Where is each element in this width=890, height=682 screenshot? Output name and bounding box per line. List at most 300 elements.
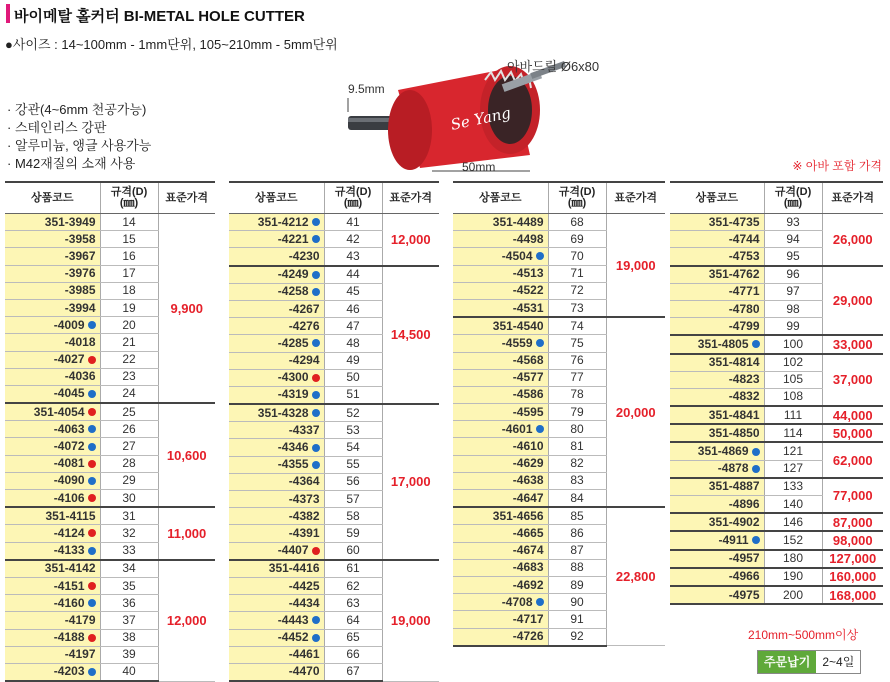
diameter-cell: 37 [100, 612, 158, 629]
feature-item: · 알루미늄, 앵글 사용가능 [7, 138, 152, 153]
product-code-cell [453, 404, 548, 421]
diameter-cell: 114 [764, 424, 822, 442]
product-code: -4629 [512, 456, 544, 471]
product-code-cell [453, 542, 548, 559]
diameter-cell: 61 [324, 560, 382, 578]
product-code: -4708 [501, 594, 533, 609]
diameter-cell: 17 [100, 265, 158, 282]
product-code-cell [5, 368, 100, 385]
red-dot-icon [88, 529, 96, 537]
price-cell: 11,000 [158, 507, 215, 560]
product-code: 351-4805 [697, 336, 749, 351]
table-row [5, 507, 215, 525]
price-cell: 50,000 [822, 424, 883, 442]
column-header-diameter [764, 182, 822, 214]
diameter-header-label: 규격(D) [110, 186, 148, 198]
diameter-cell: 58 [324, 508, 382, 525]
product-code: 351-4762 [708, 267, 760, 282]
price-cell: 19,000 [606, 214, 665, 318]
product-code-cell [670, 231, 764, 248]
diameter-cell: 73 [548, 299, 606, 317]
product-code: -4957 [728, 551, 760, 566]
product-code: -4179 [64, 612, 96, 627]
product-code-cell [229, 404, 324, 422]
product-code-cell [5, 560, 100, 578]
product-code: -4692 [512, 577, 544, 592]
cutting-depth-label: 50mm [462, 160, 496, 174]
product-code: -4124 [53, 525, 85, 540]
product-code-cell [229, 542, 324, 560]
diameter-cell: 19 [100, 299, 158, 316]
diameter-cell: 21 [100, 334, 158, 351]
table-row [453, 214, 665, 231]
product-code: 351-4115 [45, 508, 96, 523]
diameter-cell: 60 [324, 542, 382, 560]
product-code: -4081 [53, 456, 85, 471]
product-code: -4267 [288, 301, 320, 316]
table-row [670, 586, 883, 604]
diameter-cell: 111 [764, 406, 822, 424]
product-code: -3958 [64, 231, 96, 246]
product-code: 351-4735 [708, 214, 760, 229]
blue-dot-icon [312, 339, 320, 347]
price-cell: 168,000 [822, 586, 883, 604]
diameter-cell: 15 [100, 231, 158, 248]
diameter-cell: 25 [100, 403, 158, 421]
product-code-cell [453, 438, 548, 455]
product-code-cell [229, 663, 324, 681]
product-code: -4504 [501, 248, 533, 263]
diameter-cell: 70 [548, 248, 606, 265]
price-cell: 22,800 [606, 507, 665, 646]
blue-dot-icon [312, 616, 320, 624]
diameter-cell: 92 [548, 628, 606, 646]
blue-dot-icon [88, 390, 96, 398]
product-code: -4577 [512, 370, 544, 385]
blue-dot-icon [312, 271, 320, 279]
diameter-cell: 29 [100, 472, 158, 489]
product-code-cell [5, 334, 100, 351]
product-code: -4823 [728, 372, 760, 387]
product-code-cell [5, 612, 100, 629]
product-code: -4911 [718, 532, 749, 547]
diameter-cell: 38 [100, 629, 158, 646]
large-size-note: 210mm~500mm이상 [748, 628, 859, 642]
table-row [670, 531, 883, 549]
product-code: -4966 [728, 569, 760, 584]
diameter-cell: 146 [764, 513, 822, 531]
column-header-code: 상품코드 [453, 182, 548, 214]
product-code-cell [5, 214, 100, 231]
product-code-cell [453, 611, 548, 628]
product-code: -4045 [53, 386, 85, 401]
diameter-cell: 20 [100, 317, 158, 334]
diameter-cell: 98 [764, 300, 822, 317]
diameter-cell: 57 [324, 491, 382, 508]
diameter-cell: 82 [548, 455, 606, 472]
blue-dot-icon [752, 465, 760, 473]
product-code-cell [453, 507, 548, 525]
diameter-cell: 64 [324, 612, 382, 629]
product-code: 351-3949 [44, 214, 96, 229]
diameter-cell: 93 [764, 214, 822, 231]
product-code-cell [453, 525, 548, 542]
product-code: -4531 [512, 300, 544, 315]
price-cell: 160,000 [822, 568, 883, 586]
product-code: -4452 [277, 630, 309, 645]
product-code-cell [453, 455, 548, 472]
diameter-cell: 23 [100, 368, 158, 385]
feature-item: · M42재질의 소재 사용 [7, 156, 136, 171]
product-code: -4300 [277, 370, 309, 385]
product-code-cell [229, 266, 324, 284]
product-code: -4717 [512, 611, 544, 626]
product-code-cell [453, 352, 548, 369]
diameter-cell: 36 [100, 595, 158, 612]
diameter-cell: 105 [764, 371, 822, 388]
product-code-cell [453, 369, 548, 386]
product-code-cell [229, 283, 324, 300]
diameter-cell: 80 [548, 421, 606, 438]
product-code: 351-4540 [492, 318, 544, 333]
table-row [5, 403, 215, 421]
product-code-cell [5, 351, 100, 368]
blue-dot-icon [536, 598, 544, 606]
product-code: -4090 [53, 473, 85, 488]
product-code-cell [453, 628, 548, 646]
diameter-cell: 89 [548, 576, 606, 593]
product-code-cell [670, 335, 764, 353]
product-code: -4188 [53, 630, 85, 645]
diameter-cell: 102 [764, 354, 822, 372]
diameter-cell: 45 [324, 283, 382, 300]
product-code-cell [5, 385, 100, 403]
column-header-diameter [100, 182, 158, 214]
product-code: -4276 [288, 318, 320, 333]
product-code: -4744 [728, 231, 760, 246]
diameter-cell: 42 [324, 231, 382, 248]
product-code-cell [229, 560, 324, 578]
product-code-cell [5, 663, 100, 681]
product-code: 351-4850 [708, 425, 760, 440]
product-code: -4638 [512, 473, 544, 488]
product-code-cell [670, 318, 764, 336]
product-code-cell [229, 386, 324, 404]
product-code: -4221 [277, 231, 309, 246]
product-code-cell [670, 550, 764, 568]
product-code: -4407 [277, 543, 309, 558]
product-code-cell [5, 629, 100, 646]
product-code: 351-4887 [708, 479, 760, 494]
diameter-cell: 27 [100, 438, 158, 455]
blue-dot-icon [88, 547, 96, 555]
product-code-cell [5, 595, 100, 612]
diameter-cell: 85 [548, 507, 606, 525]
size-range-text: ●사이즈 : 14~100mm - 1mm단위, 105~210mm - 5mm단위 [5, 37, 338, 52]
diameter-cell: 200 [764, 586, 822, 604]
table-row [670, 513, 883, 531]
product-code-cell [5, 265, 100, 282]
blue-dot-icon [752, 340, 760, 348]
blue-dot-icon [312, 218, 320, 226]
diameter-cell: 54 [324, 439, 382, 456]
feature-item: · 강관(4~6mm 천공가능) [7, 102, 147, 117]
product-code: -4133 [53, 543, 85, 558]
product-code-cell [229, 335, 324, 352]
product-code-cell [229, 248, 324, 266]
diameter-cell: 33 [100, 542, 158, 560]
product-code-cell [5, 231, 100, 248]
price-cell: 33,000 [822, 335, 883, 353]
product-code: -4559 [501, 335, 533, 350]
arbor-drill-label: 아바드릴 Ø6x80 [507, 59, 600, 74]
product-code: -4319 [277, 387, 309, 402]
diameter-cell: 88 [548, 559, 606, 576]
product-code: -4780 [728, 301, 760, 316]
product-code-cell [670, 388, 764, 406]
diameter-cell: 99 [764, 318, 822, 336]
product-code: -4018 [64, 334, 96, 349]
product-code: -4665 [512, 525, 544, 540]
price-table-3 [453, 181, 665, 647]
product-code: -4009 [53, 317, 85, 332]
diameter-cell: 71 [548, 265, 606, 282]
table-row [229, 404, 439, 422]
feature-list [7, 101, 151, 173]
product-code: -4072 [53, 439, 85, 454]
price-table-2 [229, 181, 439, 682]
table-row [670, 354, 883, 372]
product-code-cell [229, 473, 324, 490]
product-code-cell [453, 421, 548, 438]
product-code: -4878 [717, 461, 749, 476]
column-header-price: 표준가격 [382, 182, 439, 214]
price-cell: 12,000 [158, 560, 215, 681]
diameter-cell: 22 [100, 351, 158, 368]
diameter-cell: 90 [548, 594, 606, 611]
price-cell: 19,000 [382, 560, 439, 681]
product-code-cell [229, 231, 324, 248]
product-code-cell [453, 335, 548, 352]
red-dot-icon [88, 356, 96, 364]
column-header-diameter [324, 182, 382, 214]
table-row [670, 442, 883, 460]
product-code: -4382 [288, 508, 320, 523]
diameter-cell: 68 [548, 214, 606, 231]
product-code: -4443 [277, 612, 309, 627]
table-row [670, 550, 883, 568]
product-code-cell [5, 472, 100, 489]
product-code-cell [229, 646, 324, 663]
product-code: -4470 [288, 664, 320, 679]
blue-dot-icon [88, 477, 96, 485]
product-code-cell [453, 214, 548, 231]
product-code-cell [229, 352, 324, 369]
table-row [670, 568, 883, 586]
product-code-cell [453, 490, 548, 508]
product-code-cell [5, 421, 100, 438]
column-header-price: 표준가격 [822, 182, 883, 214]
product-code: -4337 [288, 422, 320, 437]
title-accent-bar [6, 4, 10, 23]
product-code: 351-4814 [708, 355, 760, 370]
table-row [229, 266, 439, 284]
product-code: 351-4142 [44, 561, 96, 576]
product-code: 351-4328 [257, 405, 309, 420]
diameter-cell: 96 [764, 266, 822, 284]
diameter-cell: 66 [324, 646, 382, 663]
product-code: 351-4656 [492, 508, 544, 523]
price-cell: 29,000 [822, 266, 883, 336]
product-code-cell [229, 422, 324, 439]
diameter-cell: 31 [100, 507, 158, 525]
column-header-code: 상품코드 [5, 182, 100, 214]
product-code-cell [670, 300, 764, 317]
diameter-cell: 40 [100, 663, 158, 681]
product-code: -4151 [53, 578, 85, 593]
diameter-cell: 97 [764, 283, 822, 300]
product-code: -4249 [277, 267, 309, 282]
product-code-cell [670, 371, 764, 388]
product-code: -4346 [277, 440, 309, 455]
diameter-cell: 65 [324, 629, 382, 646]
product-code-cell [453, 594, 548, 611]
diameter-cell: 34 [100, 560, 158, 578]
diameter-cell: 84 [548, 490, 606, 508]
product-code: -4771 [728, 284, 760, 299]
diameter-cell: 81 [548, 438, 606, 455]
diameter-cell: 108 [764, 388, 822, 406]
product-code: -4674 [512, 543, 544, 558]
blue-dot-icon [312, 409, 320, 417]
diameter-cell: 48 [324, 335, 382, 352]
table-row [453, 317, 665, 335]
product-code: -4586 [512, 387, 544, 402]
red-dot-icon [312, 547, 320, 555]
diameter-header-label: 규격(D) [334, 186, 372, 198]
price-cell: 26,000 [822, 214, 883, 266]
diameter-cell: 121 [764, 442, 822, 460]
column-header-code: 상품코드 [229, 182, 324, 214]
blue-dot-icon [88, 425, 96, 433]
blue-dot-icon [312, 235, 320, 243]
diameter-cell: 35 [100, 577, 158, 594]
diameter-cell: 79 [548, 404, 606, 421]
product-code-cell [229, 439, 324, 456]
blue-dot-icon [752, 536, 760, 544]
diameter-cell: 86 [548, 525, 606, 542]
diameter-cell: 44 [324, 266, 382, 284]
product-code: -3994 [64, 300, 96, 315]
diameter-cell: 14 [100, 214, 158, 231]
table-row [229, 560, 439, 578]
product-code: -4896 [728, 496, 760, 511]
delivery-value: 2~4일 [816, 651, 860, 673]
price-cell: 62,000 [822, 442, 883, 477]
product-code: -4461 [288, 647, 320, 662]
product-code-cell [453, 265, 548, 282]
product-code-cell [5, 542, 100, 560]
diameter-cell: 43 [324, 248, 382, 266]
product-code: 351-4054 [33, 404, 85, 419]
brand-logo: Se Yang [449, 103, 513, 134]
red-dot-icon [88, 582, 96, 590]
diameter-cell: 30 [100, 490, 158, 508]
product-code-cell [670, 248, 764, 266]
product-code-cell [229, 456, 324, 473]
product-code: -4498 [512, 231, 544, 246]
product-code-cell [229, 214, 324, 231]
diameter-cell: 51 [324, 386, 382, 404]
product-code-cell [5, 317, 100, 334]
product-code: -4230 [288, 248, 320, 263]
price-cell: 98,000 [822, 531, 883, 549]
product-code-cell [453, 299, 548, 317]
product-code-cell [670, 266, 764, 284]
product-code: -4294 [288, 353, 320, 368]
product-code-cell [670, 496, 764, 514]
product-code-cell [229, 595, 324, 612]
blue-dot-icon [88, 443, 96, 451]
product-code-cell [5, 403, 100, 421]
product-code-cell [5, 299, 100, 316]
product-code: -4258 [277, 284, 309, 299]
diameter-cell: 127 [764, 460, 822, 478]
product-code-cell [229, 491, 324, 508]
price-cell: 77,000 [822, 478, 883, 513]
product-code-cell [670, 214, 764, 231]
product-code: -4683 [512, 560, 544, 575]
product-code-cell [453, 248, 548, 265]
diameter-cell: 55 [324, 456, 382, 473]
table-row [5, 214, 215, 231]
diameter-cell: 26 [100, 421, 158, 438]
product-code-cell [453, 317, 548, 335]
feature-item: · 스테인리스 강판 [7, 120, 107, 135]
product-code: -4106 [53, 490, 85, 505]
product-code: -4285 [277, 335, 309, 350]
diameter-cell: 87 [548, 542, 606, 559]
product-code-cell [670, 478, 764, 496]
product-code: -4832 [728, 389, 760, 404]
product-code: -4610 [512, 439, 544, 454]
product-code: -4425 [288, 578, 320, 593]
product-code: -4975 [728, 587, 760, 602]
table-row [229, 214, 439, 231]
product-code-cell [5, 438, 100, 455]
diameter-cell: 74 [548, 317, 606, 335]
product-code: -4160 [53, 595, 85, 610]
diameter-cell: 41 [324, 214, 382, 231]
diameter-cell: 63 [324, 595, 382, 612]
delivery-badge [757, 650, 861, 674]
diameter-cell: 152 [764, 531, 822, 549]
product-code-cell [453, 282, 548, 299]
blue-dot-icon [88, 668, 96, 676]
red-dot-icon [88, 634, 96, 642]
product-code-cell [5, 490, 100, 508]
table-row [453, 507, 665, 525]
diameter-cell: 180 [764, 550, 822, 568]
product-code: 351-4416 [268, 561, 320, 576]
product-code: -4726 [512, 629, 544, 644]
blue-dot-icon [88, 321, 96, 329]
diameter-unit-label: (㎜) [783, 197, 803, 209]
diameter-cell: 59 [324, 525, 382, 542]
product-code-cell [670, 283, 764, 300]
blue-dot-icon [752, 448, 760, 456]
price-table-4 [670, 181, 883, 605]
